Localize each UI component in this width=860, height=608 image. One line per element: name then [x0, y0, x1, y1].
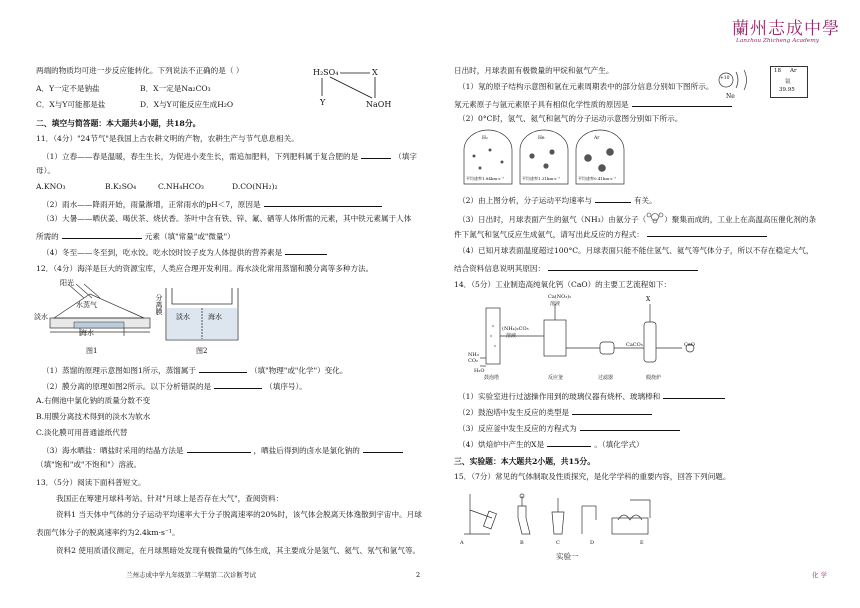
q14-co2: CO₂ — [468, 358, 478, 364]
fig1-label-vapor: 水蒸气 — [76, 301, 97, 309]
q12-p1: （1）蒸馏的原理示意图如图1所示，蒸馏属于 （填"物理"或"化学"）变化。 — [42, 366, 348, 375]
q12-p3: （3）海水晒盐：晒盐时采用的结晶方法是 ，晒盐后得到的卤水是氯化钠的 — [42, 444, 403, 456]
q13-l1: 我国正在筹建月球科考站。针对"月球上是否存在大气"，查阅资料： — [56, 494, 284, 503]
footer-school: 兰州志成中学九年级第二学期第二次诊断考试 — [126, 571, 256, 579]
diagram-x: X — [372, 68, 378, 77]
exp-label-d: D — [590, 540, 595, 546]
q13-l2: 资料1 当天体中气体的分子运动平均速率大于分子脱离速率的20%时，该气体会脱离天体逸散到宇宙中。月球 — [56, 510, 422, 519]
ar-name: 氩 — [785, 79, 791, 85]
school-logo: 蘭州志成中學 — [732, 19, 840, 39]
gas-label-he: He — [538, 136, 545, 141]
diagram-y: Y — [320, 98, 326, 107]
q12-p3-cont: （填"饱和"或"不饱和"）溶液。 — [36, 460, 142, 469]
section3-title: 三、实验题：本大题共2小题，共15分。 — [454, 457, 596, 466]
fig2-caption: 图2 — [196, 347, 208, 355]
r-q2a: （2）由上图分析，分子运动平均速率与 有关。 — [458, 196, 657, 205]
q11-stem: 11．（4分）"24节气"是我国上古农耕文明的产物，农耕生产与节气息息相关。 — [36, 134, 299, 143]
ne-nucleus: +10 — [720, 76, 730, 81]
q14-filter: 过滤器 — [598, 375, 614, 381]
q11-p4: （4）冬至——冬至到，吃水饺。吃水饺时饺子皮为人体提供的营养素是 — [42, 246, 327, 258]
q11-p2: （2）雨水——降雨开始，雨量渐增，正常雨水的pH＜7，原因是 — [42, 198, 382, 210]
gas-speed-h2: 平均速率1.84km·s⁻¹ — [466, 176, 505, 181]
fig1-distillation — [44, 282, 164, 344]
fig1-label-sea: 海水 — [80, 329, 94, 337]
section2-title: 二、填空与简答题：本大题共4小题，共18分。 — [36, 119, 201, 128]
q14-cao: CaO — [684, 342, 695, 348]
ar-symbol: Ar — [790, 68, 797, 74]
q14-h2o: H₂O — [474, 368, 485, 374]
ne-label: Ne — [726, 93, 735, 100]
q11-choice-c: C.NH₄HCO₃ — [158, 182, 204, 191]
fig2-label-membrane: 分离膜 — [155, 294, 163, 315]
q14-nh3: NH₃ — [468, 352, 479, 358]
fig2-membrane — [162, 284, 242, 344]
q14-nh4co3: (NH₄)₂CO₃ — [502, 326, 529, 332]
exp-caption: 实验一 — [556, 552, 579, 561]
exp-label-e: E — [640, 540, 644, 546]
fig1-label-fresh: 淡水 — [34, 313, 48, 321]
q14-p4: （4）烘焙炉中产生的X是 。（填化学式） — [458, 440, 644, 449]
q12-opt-a: A.右侧池中氯化钠的质量分数不变 — [36, 396, 151, 405]
q10-option-a: A．Y一定不是钠盐 — [36, 84, 100, 93]
q14-process-diagram — [460, 296, 710, 378]
gas-label-h2: H₂ — [482, 136, 488, 141]
fig2-label-fresh: 淡水 — [176, 313, 190, 321]
q10-option-b: B．X一定是Na₂CO₃ — [140, 84, 211, 93]
q12-opt-c: C.淡化膜可用普通滤纸代替 — [36, 428, 128, 437]
r-q3: （3）日出时，月球表面产生的氨气（NH₃）由氨分子（ ）聚集而成的，工业上在高温高压催化剂的条 — [458, 212, 816, 225]
exp-label-b: B — [520, 540, 524, 546]
gas-label-ar: Ar — [594, 136, 600, 141]
footer-subject: 化 学 — [812, 571, 828, 579]
q12-opt-b: B.用膜分离技术得到的淡水为软水 — [36, 412, 151, 421]
school-logo-en: Lanzhou Zhicheng Academy — [736, 38, 820, 44]
q14-caco3: CaCO₃ — [626, 342, 643, 348]
fig1-caption: 图1 — [86, 347, 98, 355]
q14-reactor: 反应釜 — [548, 375, 564, 381]
fig2-label-sea: 海水 — [208, 313, 222, 321]
q14-p2: （2）鼓泡塔中发生反应的类型是 — [458, 406, 652, 418]
q10-tail: 两端的物质均可进一步反应能转化。下列说法不正确的是（ ） — [36, 66, 244, 75]
fig1-label-sun: 阳光 — [60, 279, 74, 287]
q14-solution1: 溶液 — [550, 301, 561, 307]
r-q1-b: 氖元素原子与氩元素原子具有相似化学性质的原因是 — [454, 98, 732, 110]
q14-p1: （1）实验室进行过滤操作用到的玻璃仪器有烧杯、玻璃棒和 — [458, 390, 725, 402]
q14-p3: （3）反应釜中发生反应的方程式为 — [458, 422, 680, 434]
r-q4-b: 结合资料信息说明其原因： — [454, 262, 698, 274]
q13-l3: 表面气体分子的脱离速率约为2.4km·s⁻¹。 — [36, 528, 180, 537]
ne-atom-diagram — [716, 66, 762, 100]
r-q1: （1）氖的原子结构示意图和氩在元素周期表中的部分信息分别如下图所示。 — [458, 82, 714, 91]
q11-choice-b: B.K₂SO₄ — [105, 182, 137, 191]
right-page — [430, 0, 860, 608]
gas-speed-he: 平均速率1.31km·s⁻¹ — [522, 176, 561, 181]
q14-scrubber: 鼓泡塔 — [484, 375, 500, 381]
ar-element-tile — [770, 66, 808, 98]
q14-ca-no3: Ca(NO₃)₂ — [548, 294, 572, 300]
r-q3-c: 件下氮气和氢气反应生成氨气，请写出此反应的方程式： — [454, 228, 767, 240]
q10-option-c: C．X与Y可能都是盐 — [36, 100, 106, 109]
q11-p1: （1）立春——春是温暖，春生生长，为促进小麦生长，需追加肥料，下列肥料属于复合肥的是 （填字 — [42, 152, 417, 161]
q13-l4: 资料2 使用质谱仪测定，在月球黑暗处发现有极微量的气体生成，其主要成分是氢气、氦气、氖气和氩气等。 — [56, 546, 421, 555]
experiment-apparatus — [460, 490, 710, 542]
r-l1: 日出时，月球表面有极微量的甲烷和氨气产生。 — [454, 66, 614, 75]
q11-p1-cont: 母）。 — [36, 166, 55, 175]
r-q2: （2）0°C时，氢气、氦气和氩气的分子运动示意图分别如下所示。 — [458, 114, 683, 123]
q14-solution2: 溶液 — [506, 333, 517, 339]
r-q4: （4）已知月球表面温度超过100°C。月球表面只能不能住氢气、氦气等气体分子，所以不存在稳定大气， — [458, 246, 814, 255]
q11-p3: （3）大暑——晒伏姜、喝伏茶、烧伏香。茶叶中含有铁、锌、氟、硒等人体所需的元素，其中铁元素属于人体 — [42, 214, 412, 223]
q13-stem: 13．（5分）阅读下面科普短文。 — [36, 478, 146, 487]
q11-choice-a: A.KNO₃ — [36, 182, 66, 191]
nh3-molecule-icon — [646, 212, 664, 220]
diagram-h2so4: H₂SO₄ — [313, 68, 339, 77]
diagram-naoh: NaOH — [366, 100, 392, 109]
gas-speed-ar: 平均速率0.41km·s⁻¹ — [578, 176, 617, 181]
q12-p2: （2）膜分离的原理如图2所示。以下分析错误的是 （填序号）。 — [42, 382, 307, 391]
q12-stem: 12．（4分）海洋是巨大的资源宝库，人类应合理开发利用。海水淡化常用蒸馏和膜分离等多种方法。 — [36, 264, 374, 273]
q14-x: X — [646, 296, 651, 303]
ar-number: 18 — [774, 68, 781, 74]
q11-choice-d: D.CO(NH₂)₂ — [232, 182, 278, 191]
q15-stem: 15．（7分）常见的气体制取及性质探究，是化学学科的重要内容，回答下列问题。 — [454, 472, 731, 481]
page-number: 2 — [416, 571, 421, 579]
ar-mass: 39.95 — [779, 87, 795, 93]
q10-diagram-lines — [310, 62, 400, 112]
q14-stem: 14．（5分）工业制造高纯氧化钙（CaO）的主要工艺流程如下： — [454, 280, 672, 289]
q14-furnace: 煅烧炉 — [646, 375, 662, 381]
exp-label-a: A — [460, 540, 464, 546]
q11-p3-cont: 所需的 元素（填"常量"或"微量"） — [36, 232, 235, 241]
exp-label-c: C — [556, 540, 560, 546]
q10-option-d: D．X与Y可能反应生成H₂O — [140, 100, 234, 109]
